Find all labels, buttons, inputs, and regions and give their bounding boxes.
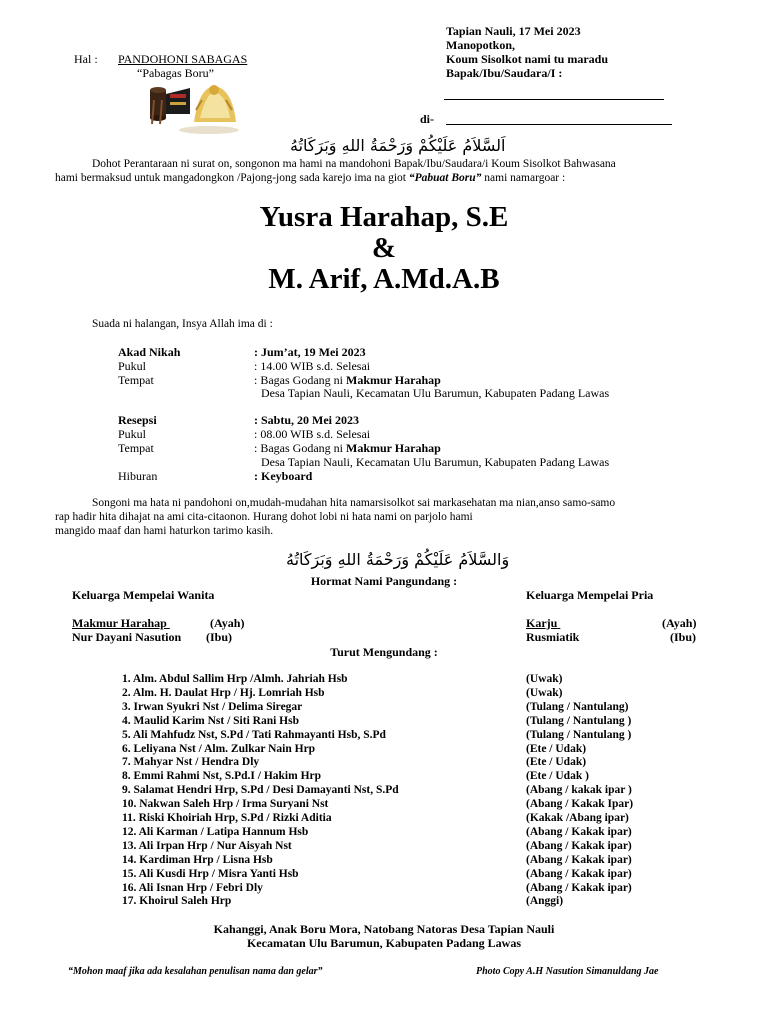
turut-name: 2. Alm. H. Daulat Hrp / Hj. Lomriah Hsb (122, 686, 325, 699)
turut-relation: (Abang / Kakak ipar) (526, 825, 632, 838)
recipient-name-blank (444, 99, 664, 100)
wanita-ibu: Nur Dayani Nasution (72, 630, 182, 644)
hiburan-value: : Keyboard (254, 469, 313, 483)
recipient-line-3: Bapak/Ibu/Saudara/I : (446, 66, 563, 80)
schedule-intro: Suada ni halangan, Insya Allah ima di : (92, 318, 273, 330)
hiburan-label: Hiburan (118, 469, 158, 483)
place-date: Tapian Nauli, 17 Mei 2023 (446, 24, 581, 38)
turut-relation: (Uwak) (526, 673, 563, 685)
akad-tempat: : Bagas Godang ni Makmur Harahap (254, 373, 441, 387)
turut-relation: (Abang / Kakak ipar) (526, 867, 632, 880)
resepsi-title: Resepsi (118, 413, 157, 427)
hormat-title: Hormat Nami Pangundang : (310, 574, 458, 588)
resepsi-pukul-label: Pukul (118, 427, 147, 441)
groom-name: M. Arif, A.Md.A.B (268, 263, 500, 295)
turut-name: 11. Riski Khoiriah Hrp, S.Pd / Rizki Aditia (122, 812, 332, 824)
turut-relation: (Ete / Udak) (526, 742, 587, 755)
turut-relation: (Tulang / Nantulang ) (526, 714, 632, 727)
akad-date: : Jum’at, 19 Mei 2023 (254, 345, 366, 359)
turut-name: 1. Alm. Abdul Sallim Hrp /Almh. Jahriah Hsb (122, 673, 348, 685)
closing-line-3: mangido maaf dan hami haturkon tarimo kasih. (55, 525, 274, 537)
turut-name: 4. Maulid Karim Nst / Siti Rani Hsb (122, 714, 299, 727)
akad-title: Akad Nikah (118, 345, 181, 359)
turut-name: 10. Nakwan Saleh Hrp / Irma Suryani Nst (122, 798, 329, 811)
turut-name: 6. Leliyana Nst / Alm. Zulkar Nain Hrp (122, 742, 316, 755)
pria-ibu-role: (Ibu) (670, 630, 697, 644)
turut-name: 12. Ali Karman / Latipa Hannum Hsb (122, 825, 309, 838)
recipient-line-2: Koum Sisolkot nami tu maradu (446, 52, 609, 66)
resepsi-alamat: Desa Tapian Nauli, Kecamatan Ulu Barumun, Kabupaten Padang Lawas (261, 455, 610, 469)
footer-line-2: Kecamatan Ulu Barumun, Kabupaten Padang Lawas (246, 936, 522, 950)
intro-line-1: Dohot Perantaraan ni surat on, songonon ma hami na mandohoni Bapak/Ibu/Saudara/i Koum Sisolkot Bahwasana (92, 158, 616, 170)
turut-name: 5. Ali Mahfudz Nst, S.Pd / Tati Rahmayanti Hsb, S.Pd (122, 728, 386, 741)
resepsi-tempat: : Bagas Godang ni Makmur Harahap (254, 441, 441, 455)
resepsi-date: : Sabtu, 20 Mei 2023 (254, 413, 359, 427)
akad-tempat-label: Tempat (118, 373, 154, 387)
print-credit: Photo Copy A.H Nasution Simanuldang Jae (476, 966, 659, 977)
pria-ayah: Karju (Ayah) (526, 616, 697, 630)
turut-relation: (Anggi) (526, 895, 564, 908)
closing-line-2: rap hadir hita dihajat na ami cita-citaonon. Hurang dohot lobi ni hata nami on parjolo hami (55, 511, 473, 523)
ampersand: & (371, 232, 397, 264)
keluarga-pria-title: Keluarga Mempelai Pria (526, 588, 654, 602)
address-blank (446, 124, 672, 125)
akad-alamat: Desa Tapian Nauli, Kecamatan Ulu Barumun, Kabupaten Padang Lawas (261, 386, 610, 400)
turut-name: 7. Mahyar Nst / Hendra Dly (122, 756, 260, 769)
turut-relation: (Ete / Udak ) (526, 770, 589, 783)
wanita-ibu-role: (Ibu) (206, 630, 233, 644)
turut-name: 14. Kardiman Hrp / Lisna Hsb (122, 853, 273, 866)
turut-relation: (Abang / Kakak ipar) (526, 839, 632, 852)
turut-relation: (Kakak /Abang ipar) (526, 812, 629, 824)
turut-name: 13. Ali Irpan Hrp / Nur Aisyah Nst (122, 839, 292, 852)
turut-relation: (Abang / Kakak ipar) (526, 881, 632, 894)
turut-relation: (Abang / kakak ipar ) (526, 784, 632, 797)
closing-arabic: وَالسَّلاَمُ عَلَيْكُمْ وَرَحْمَةُ اللهِ وَبَرَكَاتُهُ (286, 550, 510, 569)
intro-line-2: hami bermaksud untuk mangadongkon /Pajong-jong sada karejo ima na giot “Pabuat Boru” nami namargoar : (55, 172, 566, 184)
hal-label: Hal : (74, 52, 98, 66)
akad-pukul: : 14.00 WIB s.d. Selesai (254, 359, 371, 373)
subject-sub: “Pabagas Boru” (137, 66, 214, 80)
pria-ibu: Rusmiatik (526, 630, 580, 644)
turut-name: 16. Ali Isnan Hrp / Febri Dly (122, 881, 263, 894)
turut-relation: (Ete / Udak) (526, 756, 587, 769)
di-label: di- (420, 112, 435, 126)
turut-relation: (Tulang / Nantulang) (526, 700, 629, 713)
turut-name: 8. Emmi Rahmi Nst, S.Pd.I / Hakim Hrp (122, 770, 322, 783)
turut-title: Turut Mengundang : (330, 645, 438, 659)
turut-name: 17. Khoirul Saleh Hrp (122, 895, 232, 908)
turut-relation: (Abang / Kakak ipar) (526, 853, 632, 866)
footer-line-1: Kahanggi, Anak Boru Mora, Natobang Natoras Desa Tapian Nauli (213, 922, 555, 936)
wanita-ayah: Makmur Harahap (Ayah) (72, 616, 245, 630)
turut-relation: (Abang / Kakak Ipar) (526, 798, 634, 811)
turut-relation: (Tulang / Nantulang ) (526, 728, 632, 741)
turut-name: 15. Ali Kusdi Hrp / Misra Yanti Hsb (122, 867, 299, 880)
turut-relation: (Uwak) (526, 686, 563, 699)
resepsi-tempat-label: Tempat (118, 441, 154, 455)
turut-name: 3. Irwan Syukri Nst / Delima Siregar (122, 700, 303, 713)
wedding-drum-icon (144, 80, 244, 136)
akad-pukul-label: Pukul (118, 359, 147, 373)
recipient-line-1: Manopotkon, (446, 38, 516, 52)
subject: PANDOHONI SABAGAS (118, 52, 248, 66)
apology-note: “Mohon maaf jika ada kesalahan penulisan nama dan gelar” (68, 966, 323, 977)
keluarga-wanita-title: Keluarga Mempelai Wanita (72, 588, 215, 602)
greeting-arabic: اَلسَّلاَمُ عَلَيْكُمْ وَرَحْمَةُ اللهِ وَبَرَكَاتُهُ (290, 136, 506, 155)
bride-name: Yusra Harahap, S.E (259, 201, 509, 233)
resepsi-pukul: : 08.00 WIB s.d. Selesai (254, 427, 371, 441)
closing-line-1: Songoni ma hata ni pandohoni on,mudah-mudahan hita namarsisolkot sai markasehatan ma nian,anso samo-samo (92, 497, 616, 509)
turut-name: 9. Salamat Hendri Hrp, S.Pd / Desi Damayanti Nst, S.Pd (122, 784, 399, 797)
